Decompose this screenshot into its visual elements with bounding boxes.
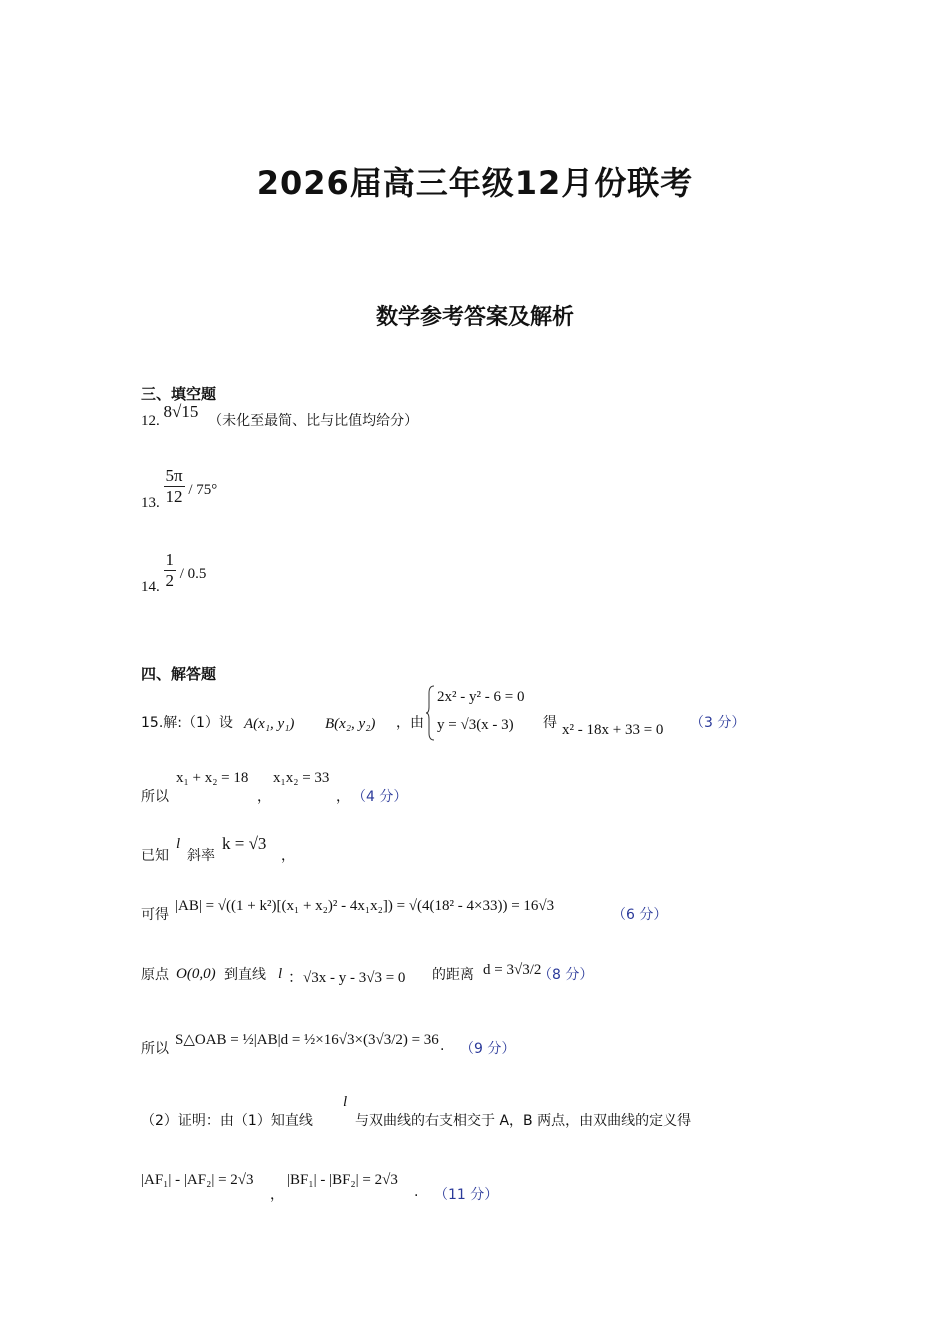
- q15-sum-eq: x₁ + x₂ = 18: [176, 770, 249, 786]
- q15-part2-a: （2）证明：由（1）知直线: [141, 1113, 313, 1129]
- score-badge-11: （11 分）: [434, 1187, 499, 1203]
- q13-fraction: [164, 466, 185, 507]
- q15-intro: 15.解:（1）设: [141, 715, 233, 731]
- q15-dist-eq: d = 3√3/2: [483, 962, 542, 978]
- q15-area-eq: S△OAB = ½|AB|d = ½×16√3×(3√3/2) = 36: [175, 1032, 439, 1048]
- score-badge-6: （6 分）: [612, 907, 668, 923]
- q14-number: 14.: [141, 578, 160, 595]
- page-subtitle: 数学参考答案及解析: [375, 305, 574, 330]
- q15-get: 可得: [141, 907, 169, 923]
- q15-slope-eq: k = √3: [222, 834, 267, 853]
- q15-obtain: 得: [543, 715, 557, 731]
- q14-numerator: 1: [165, 550, 174, 569]
- q13-number: 13.: [141, 494, 160, 511]
- q13-numerator: 5π: [165, 466, 183, 485]
- brace-icon: [425, 685, 435, 741]
- q15-bf-eq: |BF₁| - |BF₂| = 2√3: [287, 1172, 398, 1188]
- comma-3: ，: [281, 848, 295, 864]
- score-badge-4: （4 分）: [352, 789, 408, 805]
- period-1: .: [440, 1038, 445, 1054]
- q14-denominator: 2: [165, 571, 174, 590]
- q14-row: [141, 550, 207, 595]
- q12-note: （未化至最简、比与比值均给分）: [208, 413, 419, 429]
- q15-ab-expr: |AB| = √((1 + k²)[(x₁ + x₂)² - 4x₁x₂]) = √(4(18² - 4×33)) = 16√3: [175, 898, 555, 914]
- q12-answer: 8√15: [163, 402, 199, 421]
- page-title: 2026届高三年级12月份联考: [256, 164, 694, 202]
- q15-point-b: B(x₂, y₂): [325, 716, 376, 732]
- q15-line-eq: ：√3x - y - 3√3 = 0: [288, 970, 406, 986]
- q13-row: [141, 466, 218, 511]
- q15-slope-text: 斜率: [187, 848, 215, 864]
- section-heading-solutions: 四、解答题: [141, 665, 217, 683]
- q15-part2-b: 与双曲线的右支相交于 A，B 两点，由双曲线的定义得: [355, 1113, 692, 1129]
- comma-4: ，: [270, 1187, 284, 1203]
- q15-system-line2: y = √3(x - 3): [437, 717, 514, 733]
- q15-line-l-3: l: [343, 1094, 348, 1110]
- q15-line-l: l: [176, 836, 181, 852]
- score-badge-3: （3 分）: [690, 715, 746, 731]
- q15-line-l-2: l: [278, 966, 283, 982]
- q12-number: 12.: [141, 413, 160, 429]
- section-heading-fill-in: 三、填空题: [141, 385, 217, 403]
- q15-system-line1: 2x² - y² - 6 = 0: [437, 689, 525, 705]
- q15-by: ，由: [396, 715, 424, 731]
- q15-point-a: A(x₁, y₁): [244, 716, 295, 732]
- score-badge-9: （9 分）: [460, 1041, 516, 1057]
- system-brace: [425, 685, 435, 741]
- q14-alt: / 0.5: [179, 565, 207, 582]
- period-2: .: [414, 1184, 419, 1200]
- q12-row: [141, 402, 419, 430]
- q15-so1: 所以: [141, 789, 169, 805]
- q15-known: 已知: [141, 848, 169, 864]
- q13-denominator: 12: [164, 486, 185, 507]
- q15-so2: 所以: [141, 1041, 169, 1057]
- q15-origin-point: O(0,0): [176, 966, 216, 982]
- comma-1: ，: [257, 789, 271, 805]
- q14-fraction: [164, 550, 177, 591]
- q15-dist-text: 的距离: [432, 967, 474, 983]
- q15-af-eq: |AF₁| - |AF₂| = 2√3: [141, 1172, 254, 1188]
- q15-to-line: 到直线: [224, 967, 266, 983]
- comma-2: ，: [336, 789, 350, 805]
- q15-origin: 原点: [141, 967, 169, 983]
- score-badge-8: （8 分）: [538, 967, 594, 983]
- q15-quadratic: x² - 18x + 33 = 0: [562, 722, 664, 738]
- q15-prod-eq: x₁x₂ = 33: [273, 770, 330, 786]
- q13-alt: / 75°: [188, 481, 218, 498]
